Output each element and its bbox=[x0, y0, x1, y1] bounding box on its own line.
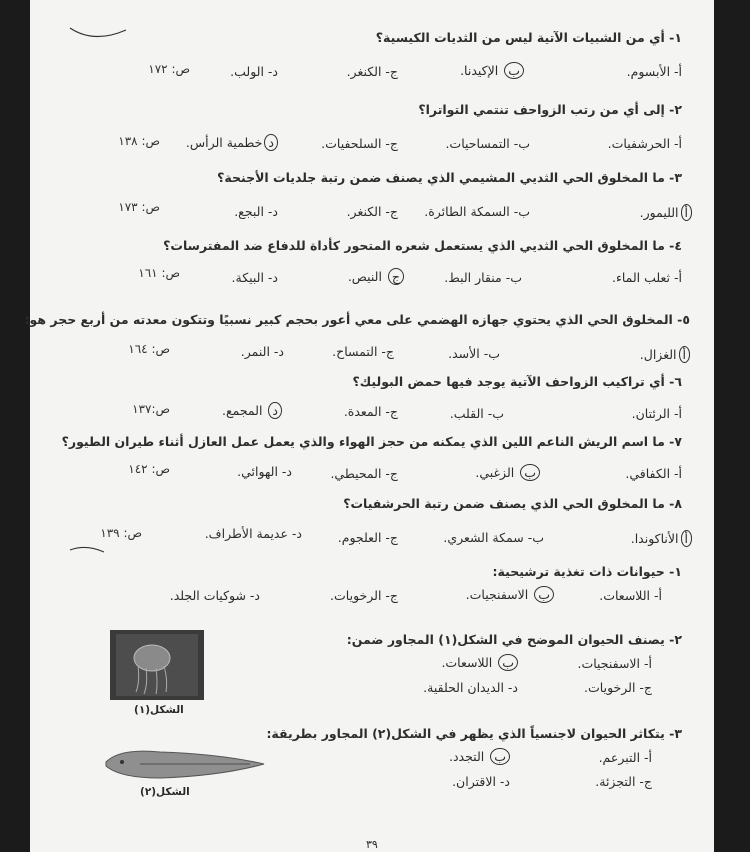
q6-option-c: ج- المعدة. bbox=[343, 404, 398, 419]
q1-option-c: ج- الكنغر. bbox=[346, 64, 398, 79]
s1-option-d: د- شوكيات الجلد. bbox=[169, 588, 260, 603]
q8-option-d: د- عديمة الأطراف. bbox=[204, 526, 302, 541]
q7-option-b: ب الزغبي. bbox=[475, 464, 540, 481]
selected-answer-circle: ب bbox=[498, 654, 518, 671]
selected-answer-circle: أ bbox=[681, 530, 692, 547]
question-5: ٥- المخلوق الحي الذي يحتوي جهازه الهضمي على معي أعور بحجم كبير نسبيًا وتتكون معدته من أربع حجر هو: bbox=[24, 312, 690, 327]
q7-option-d: د- الهوائي. bbox=[237, 464, 292, 479]
selected-answer-circle: أ bbox=[679, 346, 690, 363]
q2-option-c: ج- السلحفيات. bbox=[321, 136, 398, 151]
q8-option-c: ج- العلجوم. bbox=[337, 530, 398, 545]
q4-option-c: ج النيص. bbox=[348, 268, 404, 285]
s3-option-d: د- الاقتران. bbox=[452, 774, 510, 789]
q1-option-b: ب الإكيدنا. bbox=[460, 62, 524, 79]
q7-option-c: ج- المحيطي. bbox=[330, 466, 398, 481]
section2-question-2: ٢- يصنف الحيوان الموضح في الشكل(١) المجاور ضمن: bbox=[346, 632, 682, 647]
q3-option-c: ج- الكنغر. bbox=[346, 204, 398, 219]
selected-answer-circle: ج bbox=[388, 268, 404, 285]
s3-option-c: ج- التجزئة. bbox=[595, 774, 652, 789]
question-7: ٧- ما اسم الريش الناعم اللين الذي يمكنه من حجز الهواء والذي يعمل عمل العازل أثناء طيران الطيور؟ bbox=[61, 434, 682, 449]
q3-option-d: د- البجع. bbox=[234, 204, 278, 219]
q8-option-b: ب- سمكة الشعري. bbox=[443, 530, 544, 545]
s3-option-a: أ- التبرعم. bbox=[598, 750, 652, 765]
selected-answer-circle: أ bbox=[681, 204, 692, 221]
q6-option-a: أ- الرئتان. bbox=[631, 406, 682, 421]
q4-option-a: أ- ثعلب الماء. bbox=[611, 270, 682, 285]
s3-option-b: ب التجدد. bbox=[449, 748, 510, 765]
pen-stroke-mark bbox=[64, 18, 134, 42]
question-4: ٤- ما المخلوق الحي الثديي الذي يستعمل شعره المتحور كأداة للدفاع ضد المفترسات؟ bbox=[163, 238, 682, 253]
q6-option-b: ب- القلب. bbox=[449, 406, 504, 421]
q1-option-d: د- الولب. bbox=[230, 64, 278, 79]
q6-page-ref: ص:١٣٧ bbox=[132, 402, 170, 416]
selected-answer-circle: د bbox=[264, 134, 278, 151]
section2-question-3: ٣- يتكاثر الحيوان لاجنسياً الذي يظهر في الشكل(٢) المجاور بطريقة: bbox=[266, 726, 682, 741]
q7-page-ref: ص: ١٤٢ bbox=[128, 462, 170, 476]
selected-answer-circle: د bbox=[268, 402, 282, 419]
s1-option-b: ب الاسفنجيات. bbox=[466, 586, 554, 603]
selected-answer-circle: ب bbox=[520, 464, 540, 481]
s2-option-a: أ- الاسفنجيات. bbox=[577, 656, 652, 671]
q4-page-ref: ص: ١٦١ bbox=[138, 266, 180, 280]
question-8: ٨- ما المخلوق الحي الذي يصنف ضمن رتبة الحرشفيات؟ bbox=[343, 496, 682, 511]
selected-answer-circle: ب bbox=[490, 748, 510, 765]
s2-option-d: د- الديدان الحلقية. bbox=[423, 680, 518, 695]
s1-option-a: أ- اللاسعات. bbox=[599, 588, 662, 603]
question-6: ٦- أي تراكيب الزواحف الآتية يوجد فيها حمض البوليك؟ bbox=[352, 374, 682, 389]
page-number: ٣٩ bbox=[366, 838, 378, 851]
q5-page-ref: ص: ١٦٤ bbox=[128, 342, 170, 356]
q1-page-ref: ص: ١٧٢ bbox=[148, 62, 190, 76]
q8-page-ref: ص: ١٣٩ bbox=[100, 526, 142, 540]
worksheet-page bbox=[30, 0, 714, 852]
question-2: ٢- إلى أي من رتب الزواحف تنتمي التواترا؟ bbox=[418, 102, 682, 117]
s1-option-c: ج- الرخويات. bbox=[330, 588, 398, 603]
q2-page-ref: ص: ١٣٨ bbox=[118, 134, 160, 148]
selected-answer-circle: ب bbox=[504, 62, 524, 79]
q4-option-b: ب- منقار البط. bbox=[444, 270, 522, 285]
q3-option-a: أالليمور. bbox=[640, 204, 692, 221]
question-1: ١- أي من الشبيات الآتية ليس من الثديات الكيسية؟ bbox=[375, 30, 682, 45]
q6-option-d: د المجمع. bbox=[222, 402, 282, 419]
q1-option-a: أ- الأبسوم. bbox=[626, 64, 682, 79]
q2-option-b: ب- التمساحيات. bbox=[445, 136, 530, 151]
q8-option-a: أالأناكوندا. bbox=[631, 530, 692, 547]
q3-page-ref: ص: ١٧٣ bbox=[118, 200, 160, 214]
figure-2-flatworm-image bbox=[100, 742, 270, 788]
q5-option-b: ب- الأسد. bbox=[448, 346, 500, 361]
q7-option-a: أ- الكفافي. bbox=[625, 466, 682, 481]
figure-1-jellyfish-photo bbox=[110, 630, 204, 700]
q5-option-d: د- النمر. bbox=[240, 344, 284, 359]
question-3: ٣- ما المخلوق الحي الثديي المشيمي الذي يصنف ضمن رتبة جلديات الأجنحة؟ bbox=[217, 170, 682, 185]
q5-option-c: ج- التمساح. bbox=[332, 344, 394, 359]
figure-2-caption: الشكل(٢) bbox=[140, 786, 190, 798]
pen-stroke-mark bbox=[68, 542, 108, 556]
q2-option-d: دخطمية الرأس. bbox=[186, 134, 278, 151]
q3-option-b: ب- السمكة الطائرة. bbox=[424, 204, 530, 219]
s2-option-b: ب اللاسعات. bbox=[441, 654, 518, 671]
figure-1-caption: الشكل(١) bbox=[134, 704, 184, 716]
q4-option-d: د- البيكة. bbox=[231, 270, 278, 285]
selected-answer-circle: ب bbox=[534, 586, 554, 603]
q5-option-a: أالغزال. bbox=[640, 346, 690, 363]
s2-option-c: ج- الرخويات. bbox=[584, 680, 652, 695]
q2-option-a: أ- الحرشفيات. bbox=[607, 136, 682, 151]
section2-question-1: ١- حيوانات ذات تغذية ترشيحية: bbox=[492, 564, 682, 579]
